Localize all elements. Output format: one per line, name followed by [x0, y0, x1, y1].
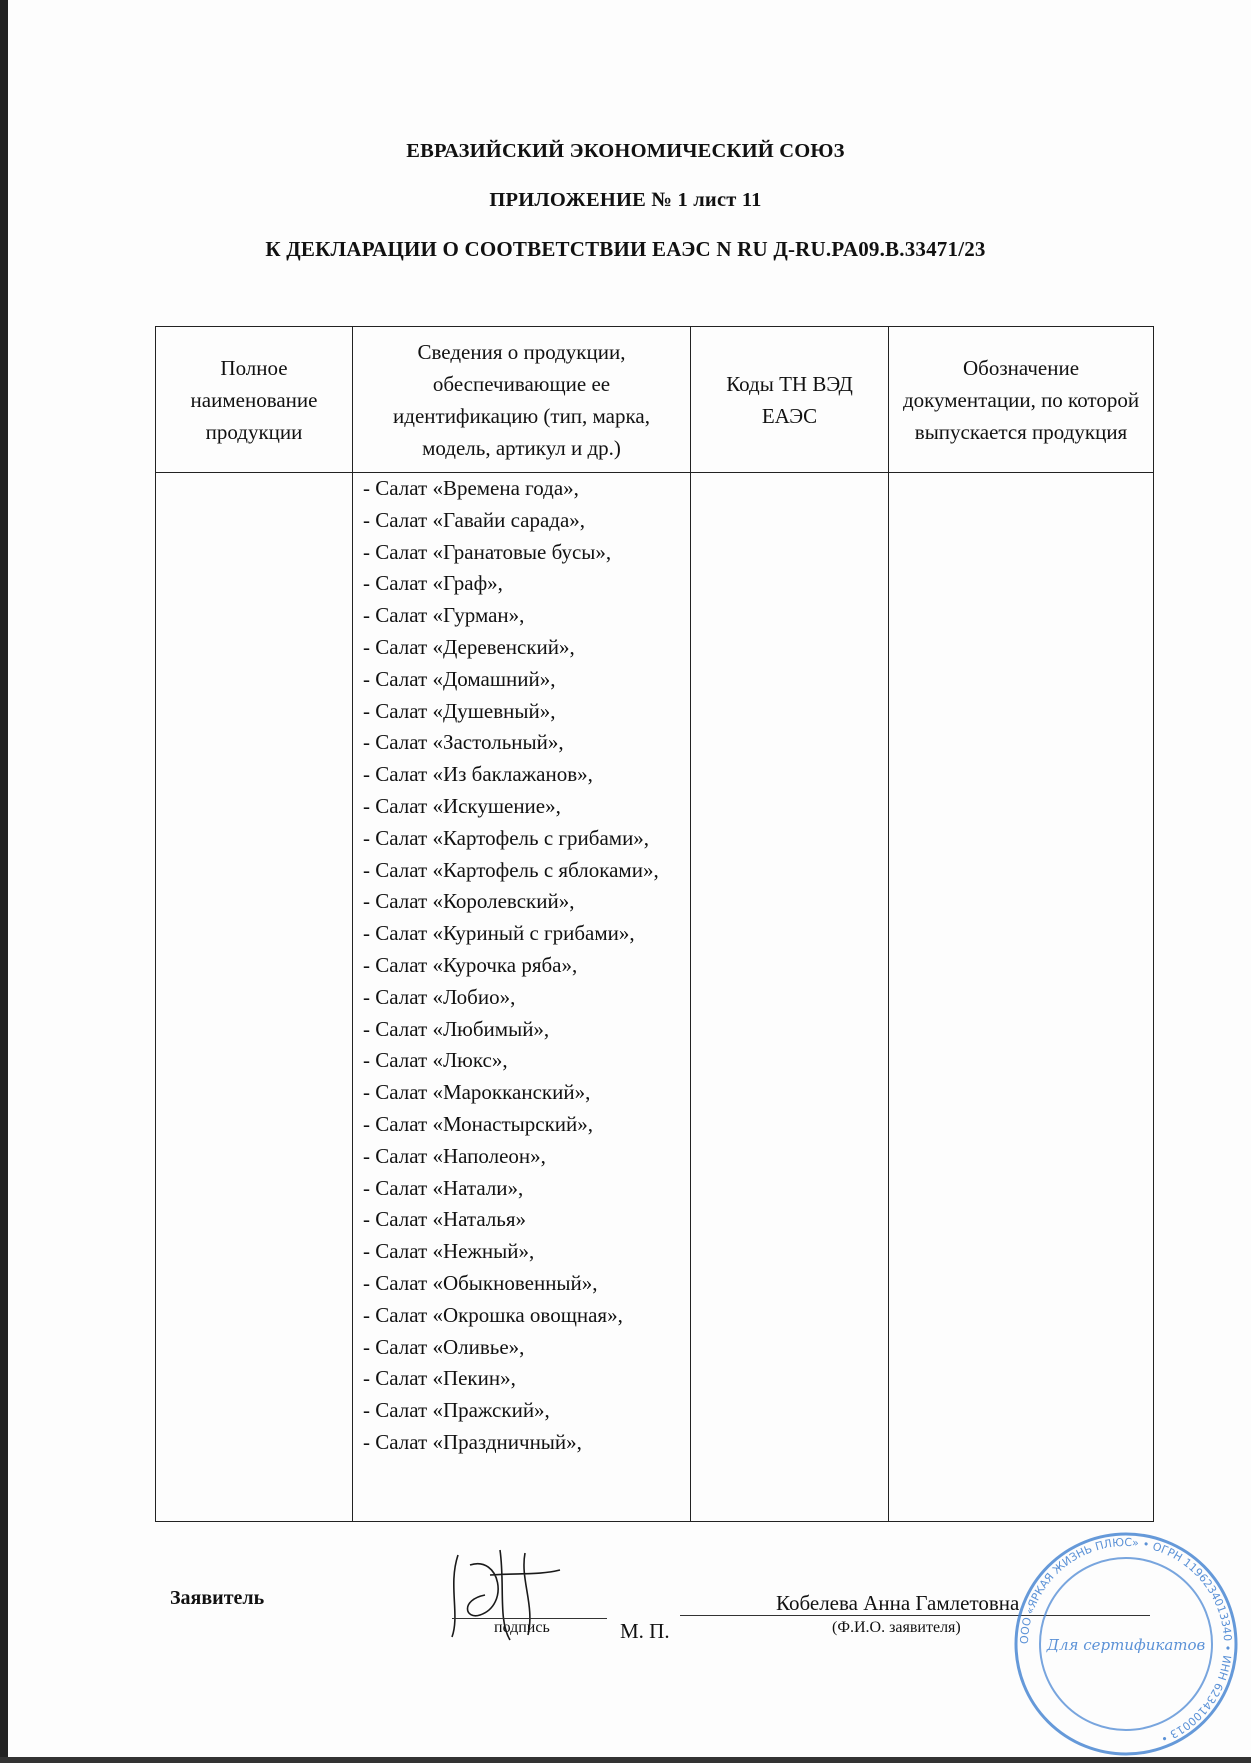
list-item: - Салат «Застольный», [363, 730, 564, 755]
products-table [155, 326, 1154, 1522]
header-declaration-title: К ДЕКЛАРАЦИИ О СООТВЕТСТВИИ ЕАЭС N RU Д-RU.PA09.B.33471/23 [265, 237, 986, 261]
document-header [0, 140, 1251, 262]
list-item: - Салат «Любимый», [363, 1016, 550, 1041]
list-item: - Салат «Наполеон», [363, 1143, 546, 1168]
header-appendix-title: ПРИЛОЖЕНИЕ № 1 лист 11 [489, 189, 762, 211]
header-union-title: ЕВРАЗИЙСКИЙ ЭКОНОМИЧЕСКИЙ СОЮЗ [406, 140, 845, 162]
list-item: - Салат «Наталья» [363, 1207, 527, 1232]
list-item: - Салат «Нежный», [363, 1239, 535, 1264]
svg-text:Для сертификатов: Для сертификатов [1046, 1636, 1206, 1654]
list-item: - Салат «Картофель с яблоками», [363, 857, 659, 882]
list-item: - Салат «Из баклажанов», [363, 762, 593, 787]
product-list [353, 473, 690, 1459]
list-item: - Салат «Куриный с грибами», [363, 921, 635, 946]
cell-tnved-codes [691, 473, 889, 1522]
svg-text:ООО «ЯРКАЯ ЖИЗНЬ ПЛЮС» • ОГРН: ООО «ЯРКАЯ ЖИЗНЬ ПЛЮС» • ОГРН 1196234013340 • ИНН 6234100013 • [1017, 1535, 1235, 1746]
col-header-full-name: Полное наименование продукции [156, 327, 353, 473]
list-item: - Салат «Домашний», [363, 666, 556, 691]
col-header-documentation: Обозначение документации, по которой выпускается продукция [889, 327, 1154, 473]
list-item: - Салат «Марокканский», [363, 1080, 591, 1105]
list-item: - Салат «Деревенский», [363, 634, 575, 659]
signature-caption: подпись [494, 1619, 550, 1636]
list-item: - Салат «Люкс», [363, 1048, 508, 1073]
applicant-label: Заявитель [170, 1587, 265, 1609]
list-item: - Салат «Времена года», [363, 476, 579, 500]
list-item: - Салат «Окрошка овощная», [363, 1302, 623, 1327]
table-header-row [156, 327, 1154, 473]
list-item: - Салат «Обыкновенный», [363, 1270, 598, 1295]
list-item: - Салат «Искушение», [363, 793, 561, 818]
list-item: - Салат «Монастырский», [363, 1111, 594, 1136]
table-row [156, 473, 1154, 1522]
list-item: - Салат «Пекин», [363, 1366, 516, 1391]
list-item: - Салат «Картофель с грибами», [363, 825, 650, 850]
col-header-product-info: Сведения о продукции, обеспечивающие ее идентификацию (тип, марка, модель, артикул и др.) [353, 327, 691, 473]
list-item: - Салат «Душевный», [363, 698, 556, 723]
list-item: - Салат «Граф», [363, 571, 503, 596]
applicant-name-caption: (Ф.И.О. заявителя) [832, 1619, 961, 1636]
list-item: - Салат «Курочка ряба», [363, 952, 578, 977]
list-item: - Салат «Пражский», [363, 1398, 550, 1423]
cell-product-info [353, 473, 691, 1522]
list-item: - Салат «Праздничный», [363, 1429, 582, 1454]
scan-edge-left [0, 0, 8, 1763]
list-item: - Салат «Гавайи сарада», [363, 507, 586, 532]
cell-full-name [156, 473, 353, 1522]
stamp-place-label: М. П. [620, 1619, 670, 1643]
company-seal-stamp [1010, 1528, 1242, 1760]
list-item: - Салат «Лобио», [363, 984, 516, 1009]
list-item: - Салат «Королевский», [363, 889, 575, 914]
list-item: - Салат «Гурман», [363, 603, 525, 628]
list-item: - Салат «Натали», [363, 1175, 524, 1200]
applicant-name: Кобелева Анна Гамлетовна [776, 1591, 1020, 1615]
list-item: - Салат «Оливье», [363, 1334, 525, 1359]
col-header-tnved-codes: Коды ТН ВЭД ЕАЭС [691, 327, 889, 473]
cell-documentation [889, 473, 1154, 1522]
list-item: - Салат «Гранатовые бусы», [363, 539, 612, 564]
